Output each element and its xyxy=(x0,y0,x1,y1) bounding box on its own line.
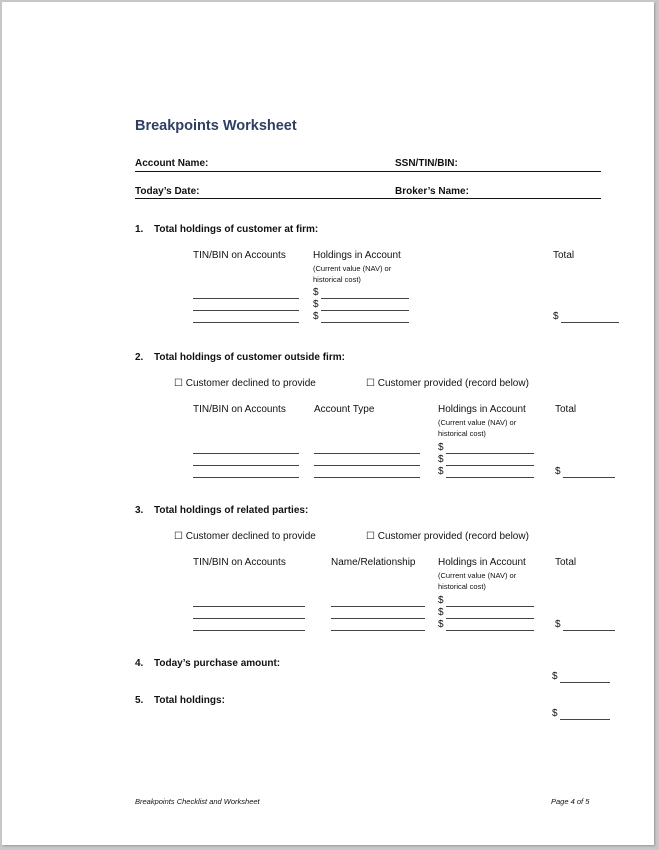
section-number: 3. xyxy=(135,505,144,516)
dollar-sign: $ xyxy=(313,287,319,298)
dollar-sign: $ xyxy=(438,619,444,630)
dollar-sign: $ xyxy=(438,466,444,477)
holdings-blank[interactable] xyxy=(446,606,534,607)
ssn-label: SSN/TIN/BIN: xyxy=(395,158,458,169)
holdings-note: (Current value (NAV) or xyxy=(438,418,517,427)
tin-bin-blank[interactable] xyxy=(193,477,299,478)
total-blank[interactable] xyxy=(561,322,619,323)
tin-bin-blank[interactable] xyxy=(193,453,299,454)
col-holdings: Holdings in Account xyxy=(438,557,526,568)
tin-bin-blank[interactable] xyxy=(193,298,299,299)
footer-document-title: Breakpoints Checklist and Worksheet xyxy=(135,797,260,806)
holdings-blank[interactable] xyxy=(321,310,409,311)
section-number: 4. xyxy=(135,658,144,669)
col-account-type: Account Type xyxy=(314,404,375,415)
tin-bin-blank[interactable] xyxy=(193,465,299,466)
document-page xyxy=(2,2,654,845)
col-total: Total xyxy=(555,557,577,568)
col-total: Total xyxy=(553,250,575,261)
dollar-sign: $ xyxy=(553,311,559,322)
section-title: Total holdings of customer outside firm: xyxy=(154,352,345,363)
holdings-blank[interactable] xyxy=(321,322,409,323)
dollar-sign: $ xyxy=(313,299,319,310)
dollar-sign: $ xyxy=(552,708,558,719)
name-relationship-blank[interactable] xyxy=(331,630,425,631)
account-type-blank[interactable] xyxy=(314,465,420,466)
holdings-note: historical cost) xyxy=(438,429,486,438)
col-tin-bin: TIN/BIN on Accounts xyxy=(193,404,286,415)
declined-checkbox[interactable]: ☐ Customer declined to provide xyxy=(174,531,316,542)
page-title: Breakpoints Worksheet xyxy=(135,118,297,134)
holdings-note: (Current value (NAV) or xyxy=(438,571,517,580)
col-total: Total xyxy=(555,404,577,415)
holdings-blank[interactable] xyxy=(446,618,534,619)
todays-date-label: Today’s Date: xyxy=(135,186,200,197)
provided-checkbox[interactable]: ☐ Customer provided (record below) xyxy=(366,378,529,389)
tin-bin-blank[interactable] xyxy=(193,606,305,607)
holdings-blank[interactable] xyxy=(321,298,409,299)
section-number: 5. xyxy=(135,695,144,706)
dollar-sign: $ xyxy=(438,454,444,465)
tin-bin-blank[interactable] xyxy=(193,618,305,619)
section-title: Total holdings of related parties: xyxy=(154,505,309,516)
dollar-sign: $ xyxy=(555,466,561,477)
section-title: Today’s purchase amount: xyxy=(154,658,281,669)
dollar-sign: $ xyxy=(438,595,444,606)
section-title: Total holdings of customer at firm: xyxy=(154,224,319,235)
total-blank[interactable] xyxy=(563,477,615,478)
section-5-heading xyxy=(135,695,225,706)
purchase-amount-blank[interactable] xyxy=(560,682,610,683)
account-name-line[interactable] xyxy=(135,171,601,172)
total-holdings-blank[interactable] xyxy=(560,719,610,720)
dollar-sign: $ xyxy=(555,619,561,630)
holdings-note: historical cost) xyxy=(313,275,361,284)
name-relationship-blank[interactable] xyxy=(331,618,425,619)
section-4-heading xyxy=(135,658,280,669)
holdings-blank[interactable] xyxy=(446,477,534,478)
col-holdings: Holdings in Account xyxy=(313,250,401,261)
account-name-label: Account Name: xyxy=(135,158,209,169)
section-title: Total holdings: xyxy=(154,695,225,706)
holdings-blank[interactable] xyxy=(446,453,534,454)
section-number: 2. xyxy=(135,352,144,363)
tin-bin-blank[interactable] xyxy=(193,322,299,323)
section-number: 1. xyxy=(135,224,144,235)
dollar-sign: $ xyxy=(438,442,444,453)
provided-checkbox[interactable]: ☐ Customer provided (record below) xyxy=(366,531,529,542)
holdings-blank[interactable] xyxy=(446,465,534,466)
dollar-sign: $ xyxy=(313,311,319,322)
dollar-sign: $ xyxy=(438,607,444,618)
section-3-heading xyxy=(135,505,308,516)
section-1-heading xyxy=(135,224,318,235)
total-blank[interactable] xyxy=(563,630,615,631)
holdings-blank[interactable] xyxy=(446,630,534,631)
col-name-relationship: Name/Relationship xyxy=(331,557,416,568)
dollar-sign: $ xyxy=(552,671,558,682)
tin-bin-blank[interactable] xyxy=(193,310,299,311)
holdings-note: (Current value (NAV) or xyxy=(313,264,392,273)
tin-bin-blank[interactable] xyxy=(193,630,305,631)
col-tin-bin: TIN/BIN on Accounts xyxy=(193,557,286,568)
col-tin-bin: TIN/BIN on Accounts xyxy=(193,250,286,261)
col-holdings: Holdings in Account xyxy=(438,404,526,415)
account-type-blank[interactable] xyxy=(314,453,420,454)
name-relationship-blank[interactable] xyxy=(331,606,425,607)
holdings-note: historical cost) xyxy=(438,582,486,591)
todays-date-line[interactable] xyxy=(135,198,601,199)
declined-checkbox[interactable]: ☐ Customer declined to provide xyxy=(174,378,316,389)
section-2-heading xyxy=(135,352,345,363)
account-type-blank[interactable] xyxy=(314,477,420,478)
footer-page-number: Page 4 of 5 xyxy=(551,797,590,806)
brokers-name-label: Broker’s Name: xyxy=(395,186,469,197)
